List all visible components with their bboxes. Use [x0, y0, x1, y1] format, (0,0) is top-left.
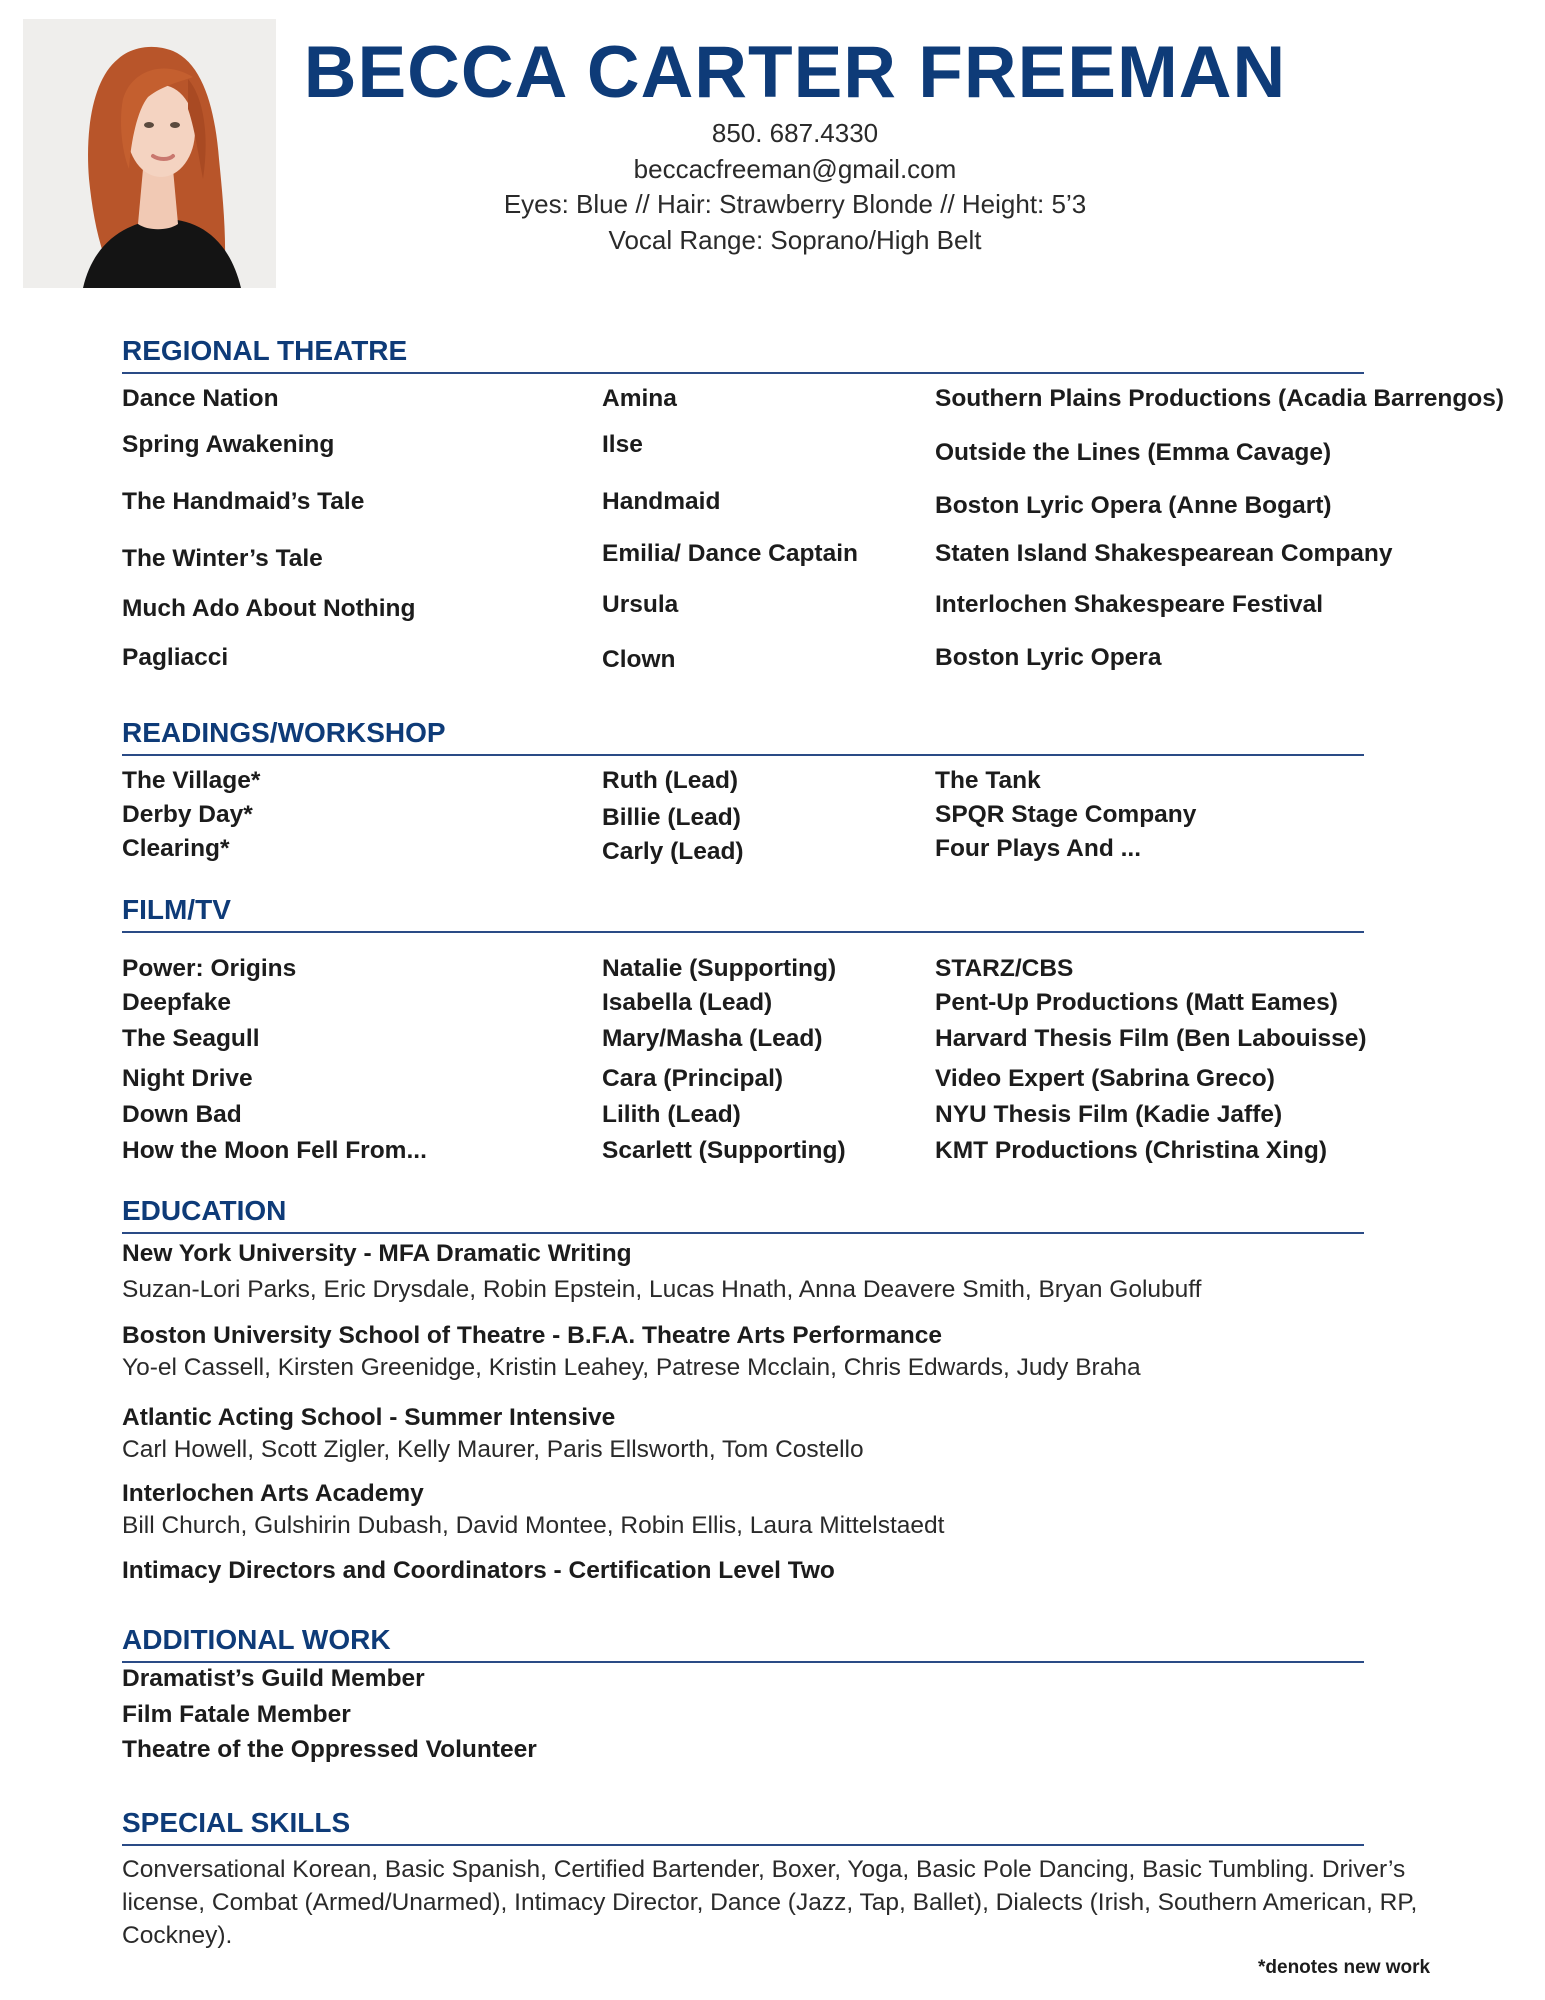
- email-address: beccacfreeman@gmail.com: [633, 153, 957, 184]
- company-name: Video Expert (Sabrina Greco): [935, 1065, 1275, 1092]
- certification: Intimacy Directors and Coordinators - Certification Level Two: [122, 1557, 835, 1584]
- role-name: Isabella (Lead): [602, 989, 773, 1016]
- physical-attributes: Eyes: Blue // Hair: Strawberry Blonde // Height: 5’3: [503, 189, 1087, 219]
- role-name: Cara (Principal): [602, 1065, 784, 1092]
- new-work-footnote: *denotes new work: [1258, 1957, 1431, 1978]
- show-title: Dance Nation: [122, 385, 279, 412]
- school-name: Interlochen Arts Academy: [122, 1480, 424, 1507]
- school-name: Boston University School of Theatre - B.F.A. Theatre Arts Performance: [122, 1322, 943, 1349]
- show-title: Power: Origins: [122, 955, 297, 982]
- phone-number: 850. 687.4330: [711, 118, 879, 148]
- show-title: The Seagull: [122, 1025, 260, 1052]
- show-title: Down Bad: [122, 1101, 242, 1128]
- company-name: Boston Lyric Opera (Anne Bogart): [935, 492, 1332, 519]
- headshot-photo: [23, 19, 276, 288]
- teacher-list: Yo-el Cassell, Kirsten Greenidge, Kristin Leahey, Patrese Mcclain, Chris Edwards, Judy Braha: [122, 1354, 1141, 1381]
- section-title: SPECIAL SKILLS: [122, 1805, 1364, 1846]
- section-title: EDUCATION: [122, 1193, 1364, 1234]
- show-title: Derby Day*: [122, 801, 253, 828]
- membership-item: Film Fatale Member: [122, 1701, 351, 1728]
- section-title: READINGS/WORKSHOP: [122, 715, 1364, 756]
- role-name: Lilith (Lead): [602, 1101, 741, 1128]
- company-name: Pent-Up Productions (Matt Eames): [935, 989, 1338, 1016]
- film-tv-section: [122, 892, 1367, 1164]
- show-title: Clearing*: [122, 835, 230, 862]
- show-title: The Handmaid’s Tale: [122, 488, 365, 515]
- role-name: Emilia/ Dance Captain: [602, 540, 858, 567]
- role-name: Ilse: [602, 431, 643, 458]
- role-name: Ursula: [602, 591, 679, 618]
- section-title: REGIONAL THEATRE: [122, 333, 1364, 374]
- company-name: Harvard Thesis Film (Ben Labouisse): [935, 1025, 1367, 1052]
- show-title: How the Moon Fell From...: [122, 1137, 427, 1164]
- education-section: [122, 1193, 1364, 1584]
- show-title: The Winter’s Tale: [122, 545, 323, 572]
- regional-theatre-section: [122, 333, 1505, 673]
- teacher-list: Suzan-Lori Parks, Eric Drysdale, Robin Epstein, Lucas Hnath, Anna Deavere Smith, Bryan Golubuff: [122, 1276, 1202, 1303]
- show-title: Deepfake: [122, 989, 231, 1016]
- company-name: Boston Lyric Opera: [935, 644, 1162, 671]
- special-skills-section: [122, 1805, 1418, 1949]
- role-name: Mary/Masha (Lead): [602, 1025, 823, 1052]
- readings-workshop-section: [122, 715, 1364, 865]
- vocal-range: Vocal Range: Soprano/High Belt: [608, 224, 982, 255]
- role-name: Amina: [602, 385, 677, 412]
- company-name: NYU Thesis Film (Kadie Jaffe): [935, 1101, 1283, 1128]
- show-title: The Village*: [122, 767, 261, 794]
- company-name: Staten Island Shakespearean Company: [935, 540, 1393, 567]
- company-name: Four Plays And ...: [935, 835, 1142, 862]
- show-title: Spring Awakening: [122, 431, 335, 458]
- section-title: FILM/TV: [122, 892, 1364, 933]
- membership-item: Dramatist’s Guild Member: [122, 1665, 425, 1692]
- role-name: Ruth (Lead): [602, 767, 739, 794]
- company-name: SPQR Stage Company: [935, 801, 1197, 828]
- company-name: The Tank: [935, 767, 1041, 794]
- role-name: Clown: [602, 646, 676, 673]
- role-name: Scarlett (Supporting): [602, 1137, 846, 1164]
- company-name: STARZ/CBS: [935, 955, 1074, 982]
- school-name: New York University - MFA Dramatic Writing: [122, 1240, 632, 1267]
- show-title: Much Ado About Nothing: [122, 595, 416, 622]
- skills-list: Conversational Korean, Basic Spanish, Certified Bartender, Boxer, Yoga, Basic Pole Dancing, Basic Tumbling. Driver’s license, Combat (Armed/Unarmed), Intimacy Director, Dance (Jazz, Tap, Ballet), Dialects (Irish, Southern American, RP, Cockney).: [122, 1856, 1418, 1949]
- school-name: Atlantic Acting School - Summer Intensive: [122, 1404, 616, 1431]
- role-name: Natalie (Supporting): [602, 955, 837, 982]
- teacher-list: Bill Church, Gulshirin Dubash, David Montee, Robin Ellis, Laura Mittelstaedt: [122, 1512, 945, 1539]
- company-name: Interlochen Shakespeare Festival: [935, 591, 1324, 618]
- additional-work-section: [122, 1622, 1364, 1763]
- role-name: Handmaid: [602, 488, 721, 515]
- show-title: Pagliacci: [122, 644, 229, 671]
- volunteer-item: Theatre of the Oppressed Volunteer: [122, 1736, 537, 1763]
- show-title: Night Drive: [122, 1065, 253, 1092]
- resume-header: [290, 30, 1300, 258]
- teacher-list: Carl Howell, Scott Zigler, Kelly Maurer, Paris Ellsworth, Tom Costello: [122, 1436, 864, 1463]
- company-name: Outside the Lines (Emma Cavage): [935, 439, 1332, 466]
- actor-name: BECCA CARTER FREEMAN: [303, 32, 1287, 113]
- company-name: Southern Plains Productions (Acadia Barrengos): [935, 385, 1505, 412]
- company-name: KMT Productions (Christina Xing): [935, 1137, 1327, 1164]
- section-title: ADDITIONAL WORK: [122, 1622, 1364, 1663]
- role-name: Billie (Lead): [602, 804, 741, 831]
- role-name: Carly (Lead): [602, 838, 744, 865]
